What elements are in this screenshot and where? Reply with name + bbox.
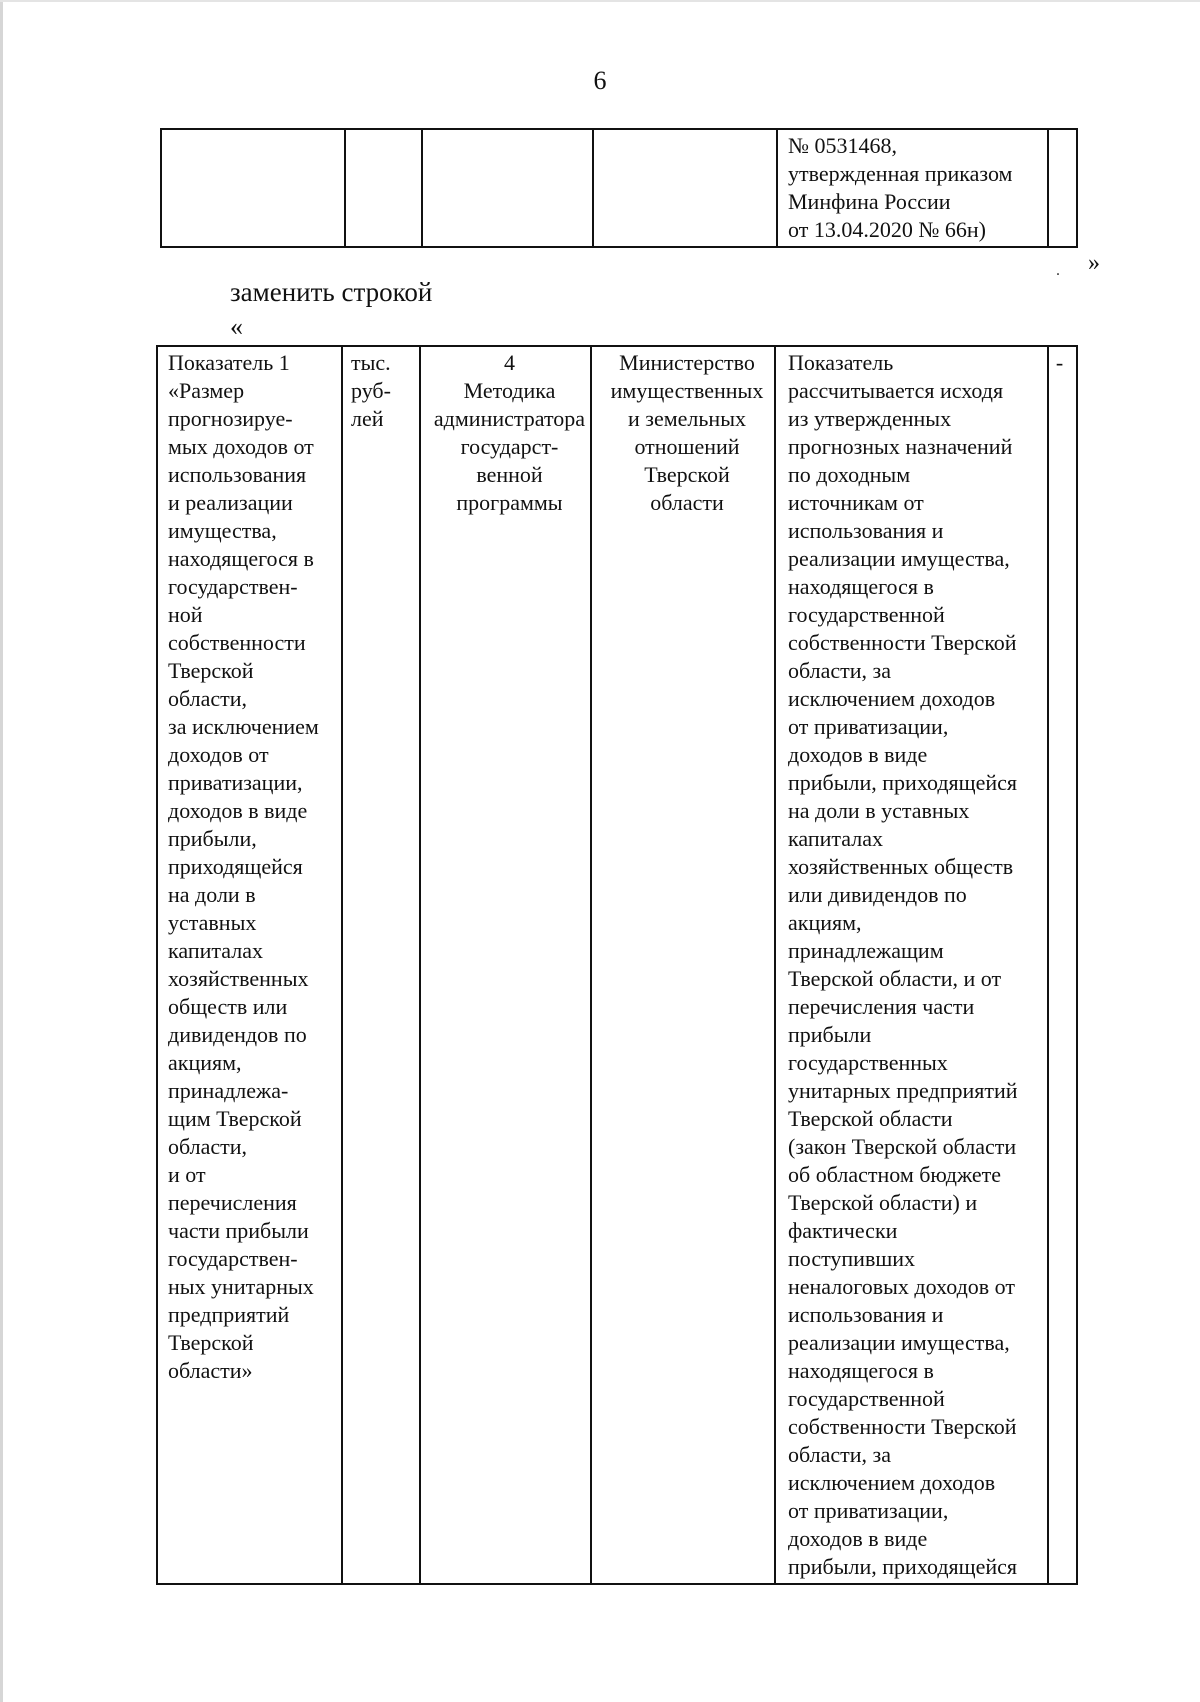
last-cell bbox=[1048, 346, 1077, 1584]
table-row bbox=[161, 129, 1077, 247]
closing-quote: » bbox=[1088, 250, 1100, 276]
dash-value: - bbox=[1055, 350, 1064, 375]
scan-mark: . bbox=[1056, 262, 1060, 279]
description-cell: Показатель рассчитывается исходя из утвержденных прогнозных назначений по доходным источникам от использования и реализации имущества, находящегося в государственной собственности Тверской области, за исключением доходов от приватизации, доходов в виде прибыли, приходящейся на доли в уставных капиталах хозяйственных обществ или дивидендов по акциям, принадлежащим Тверской области, и от перечисления части прибыли государственных унитарных предприятий Тверской области (закон Тверской области об областном бюджете Тверской области) и фактически поступивших неналоговых доходов от использования и реализации имущества, находящегося в государственной собственности Тверской области, за исключением доходов от приватизации, доходов в виде прибыли, приходящейся bbox=[775, 346, 1048, 1584]
unit-cell: тыс. руб- лей bbox=[342, 346, 420, 1584]
responsible-cell: Министерство имущественных и земельных отношений Тверской области bbox=[591, 346, 775, 1584]
scan-edge-top bbox=[0, 0, 1200, 2]
previous-row-table bbox=[160, 128, 1078, 248]
page-number: 6 bbox=[593, 66, 607, 95]
indicator-cell: Показатель 1 «Размер прогнозируе- мых доходов от использования и реализации имущества, находящегося в государствен- ной собственности Тверской области, за исключением доходов от приватизации, доходов в виде прибыли, приходящейся на доли в уставных капиталах хозяйственных обществ или дивидендов по акциям, принадлежа- щим Тверской области, и от перечисления части прибыли государствен- ных унитарных предприятий Тверской области» bbox=[157, 346, 342, 1584]
method-cell: 4 Методика администратора государст- венной программы bbox=[420, 346, 591, 1584]
table-cell bbox=[422, 129, 593, 247]
scan-edge bbox=[0, 0, 3, 1702]
replacement-row-table bbox=[156, 345, 1078, 1585]
table-row bbox=[157, 346, 1077, 1584]
replace-instruction: заменить строкой bbox=[230, 277, 433, 307]
table-cell bbox=[345, 129, 422, 247]
table-cell bbox=[161, 129, 345, 247]
table-cell bbox=[593, 129, 777, 247]
source-cell: № 0531468, утвержденная приказом Минфина России от 13.04.2020 № 66н) bbox=[777, 129, 1048, 247]
opening-quote: « bbox=[230, 312, 243, 341]
table-cell bbox=[1048, 129, 1077, 247]
